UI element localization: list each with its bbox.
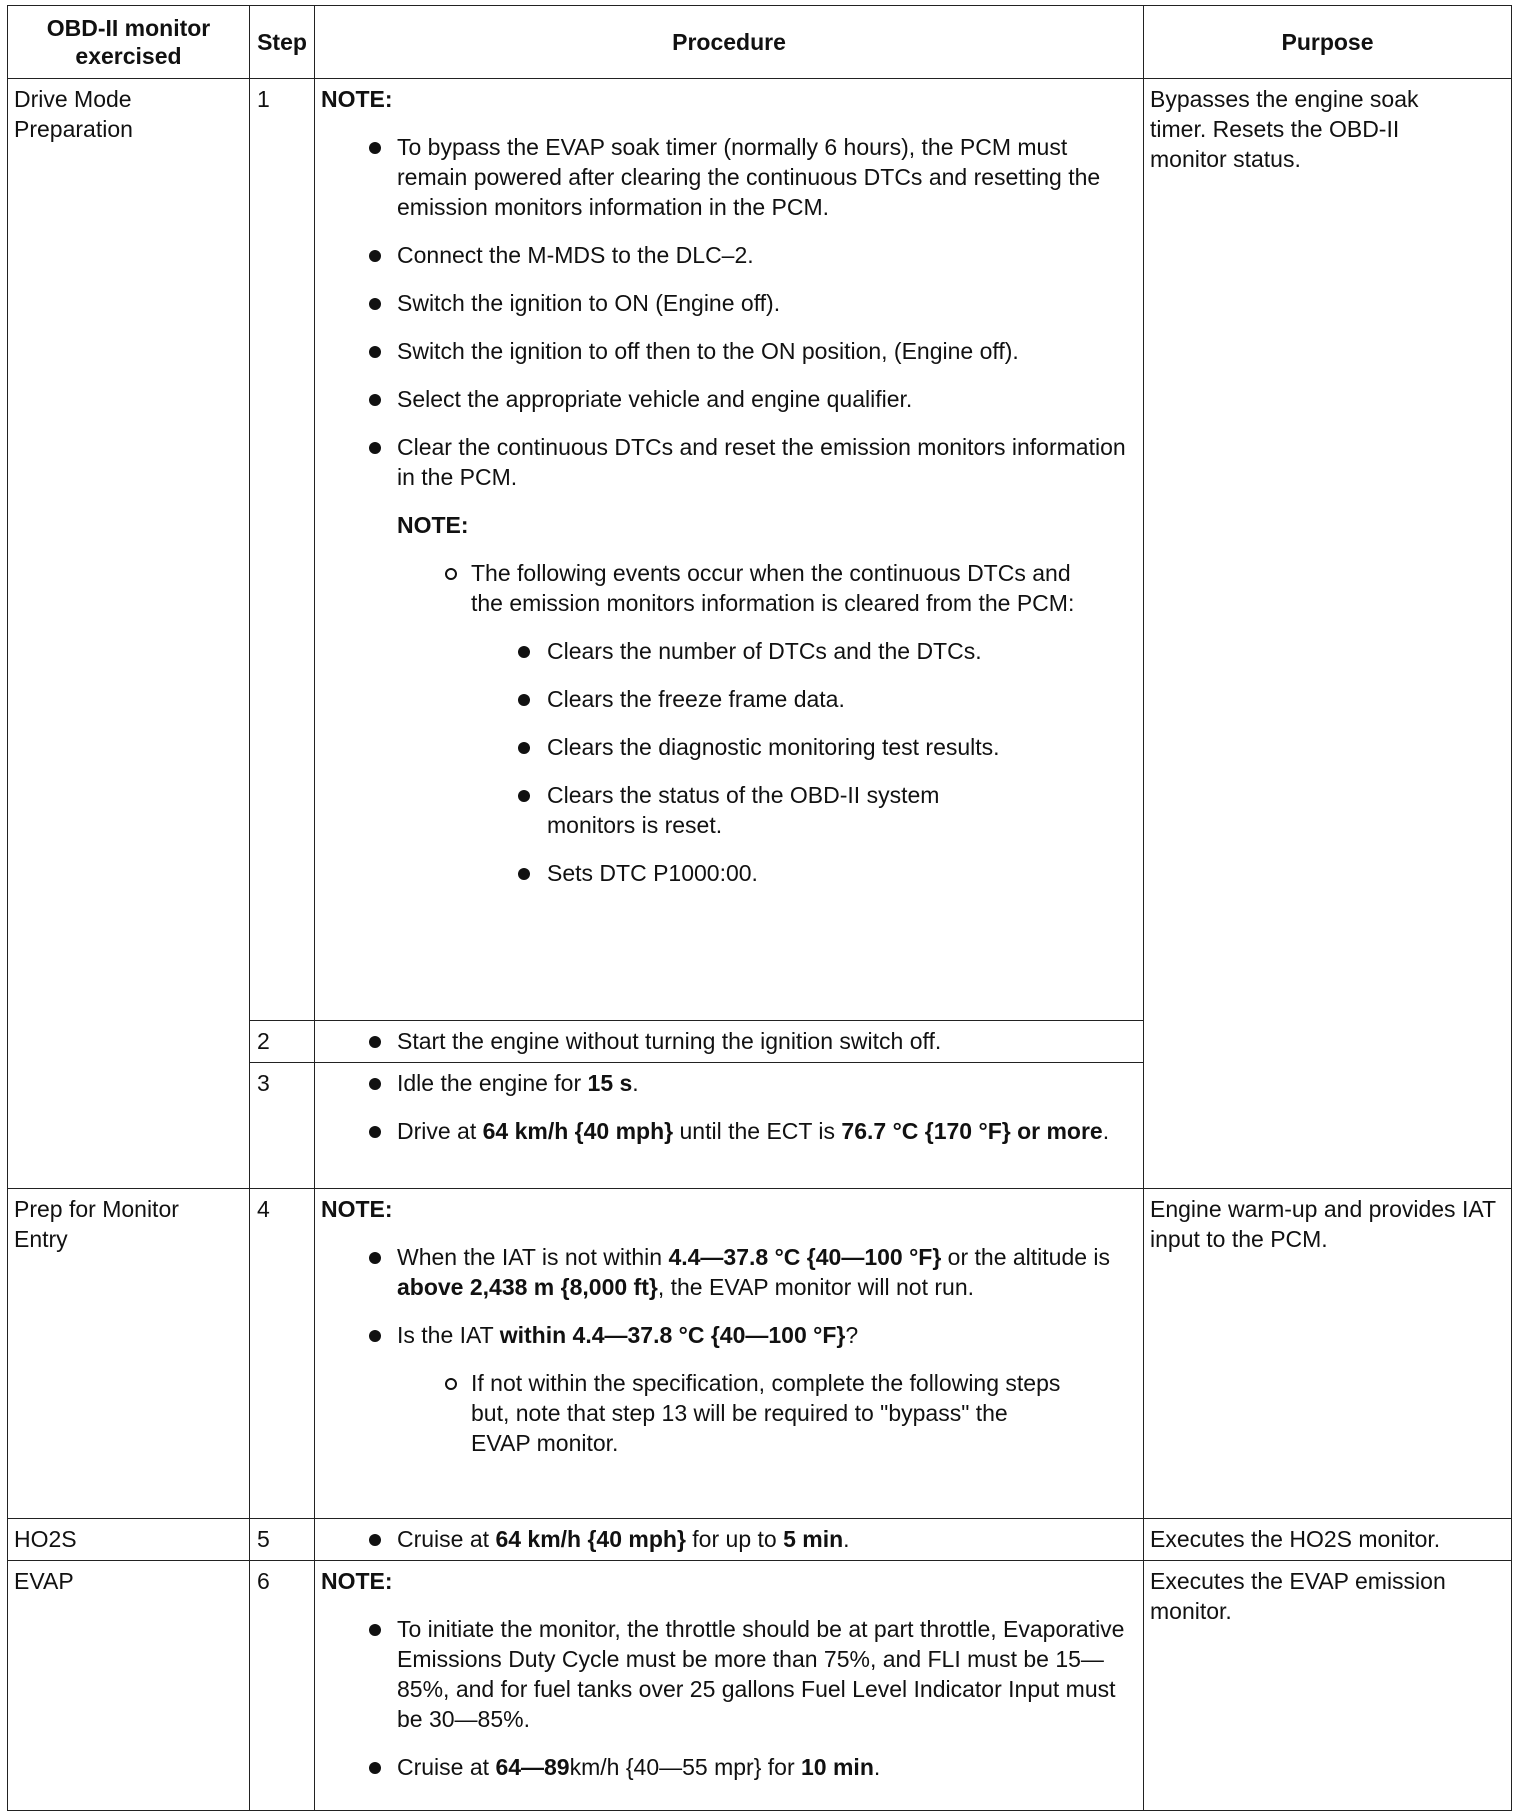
list-item: Clears the number of DTCs and the DTCs.	[321, 636, 1137, 666]
procedure-cell-step-3	[315, 1063, 1144, 1189]
list-item: Switch the ignition to off then to the ON position, (Engine off).	[321, 336, 1137, 366]
list-item: Switch the ignition to ON (Engine off).	[321, 288, 1137, 318]
step-cell: 5	[250, 1519, 315, 1561]
list-item: Cruise at 64—89km/h {40—55 mpr} for 10 min.	[321, 1752, 1137, 1782]
list-item: Is the IAT within 4.4—37.8 °C {40—100 °F}?	[321, 1320, 1137, 1350]
list-item: Cruise at 64 km/h {40 mph} for up to 5 min.	[321, 1524, 1137, 1554]
sub-list-item: The following events occur when the continuous DTCs and the emission monitors information is cleared from the PCM:	[321, 558, 1091, 618]
obd-drive-cycle-table	[7, 5, 1512, 1811]
list-item: Sets DTC P1000:00.	[321, 858, 1137, 888]
sub-list-item: If not within the specification, complete the following steps but, note that step 13 will be required to "bypass" the EVAP monitor.	[321, 1368, 1071, 1458]
note-label: NOTE:	[321, 1196, 393, 1222]
list-item: Clears the status of the OBD-II system monitors is reset.	[321, 780, 1007, 840]
table-row	[8, 1561, 1512, 1811]
list-item: Clears the diagnostic monitoring test results.	[321, 732, 1137, 762]
procedure-cell-step-1	[315, 79, 1144, 1021]
list-item: Clear the continuous DTCs and reset the emission monitors information in the PCM.	[321, 432, 1137, 492]
list-item: To bypass the EVAP soak timer (normally 6 hours), the PCM must remain powered after clearing the continuous DTCs and resetting the emission monitors information in the PCM.	[321, 132, 1137, 222]
list-item: When the IAT is not within 4.4—37.8 °C {40—100 °F} or the altitude is above 2,438 m {8,000 ft}, the EVAP monitor will not run.	[321, 1242, 1137, 1302]
procedure-cell-step-6	[315, 1561, 1144, 1811]
step-cell: 3	[250, 1063, 315, 1189]
table-row	[8, 1519, 1512, 1561]
list-item: Connect the M-MDS to the DLC–2.	[321, 240, 1137, 270]
note-label: NOTE:	[321, 86, 393, 112]
list-item: Select the appropriate vehicle and engine qualifier.	[321, 384, 1137, 414]
table-row	[8, 79, 1512, 1021]
list-item: Idle the engine for 15 s.	[321, 1068, 1137, 1098]
header-procedure: Procedure	[315, 6, 1144, 79]
sub-note-label: NOTE:	[397, 512, 469, 538]
step-cell: 4	[250, 1189, 315, 1519]
monitor-cell-ho2s: HO2S	[8, 1519, 250, 1561]
monitor-cell-evap: EVAP	[8, 1561, 250, 1811]
purpose-cell-evap: Executes the EVAP emission monitor.	[1144, 1561, 1512, 1811]
note-label: NOTE:	[321, 1568, 393, 1594]
purpose-cell-ho2s: Executes the HO2S monitor.	[1144, 1519, 1512, 1561]
table-row	[8, 1189, 1512, 1519]
purpose-cell-prep: Engine warm-up and provides IAT input to the PCM.	[1144, 1189, 1512, 1519]
procedure-cell-step-4	[315, 1189, 1144, 1519]
header-row	[8, 6, 1512, 79]
procedure-cell-step-5	[315, 1519, 1144, 1561]
step-cell: 2	[250, 1021, 315, 1063]
monitor-cell-drive-mode: Drive Mode Preparation	[8, 79, 250, 1189]
purpose-cell-drive-mode: Bypasses the engine soak timer. Resets the OBD-II monitor status.	[1144, 79, 1512, 1189]
list-item: Clears the freeze frame data.	[321, 684, 1137, 714]
step-cell: 6	[250, 1561, 315, 1811]
list-item: Drive at 64 km/h {40 mph} until the ECT is 76.7 °C {170 °F} or more.	[321, 1116, 1137, 1146]
header-purpose: Purpose	[1144, 6, 1512, 79]
monitor-cell-prep: Prep for Monitor Entry	[8, 1189, 250, 1519]
header-monitor: OBD-II monitor exercised	[8, 6, 250, 79]
list-item: Start the engine without turning the ignition switch off.	[321, 1026, 1137, 1056]
header-step: Step	[250, 6, 315, 79]
procedure-cell-step-2	[315, 1021, 1144, 1063]
list-item: To initiate the monitor, the throttle should be at part throttle, Evaporative Emissions Duty Cycle must be more than 75%, and FLI must be 15—85%, and for fuel tanks over 25 gallons Fuel Level Indicator Input must be 30—85%.	[321, 1614, 1137, 1734]
step-cell: 1	[250, 79, 315, 1021]
